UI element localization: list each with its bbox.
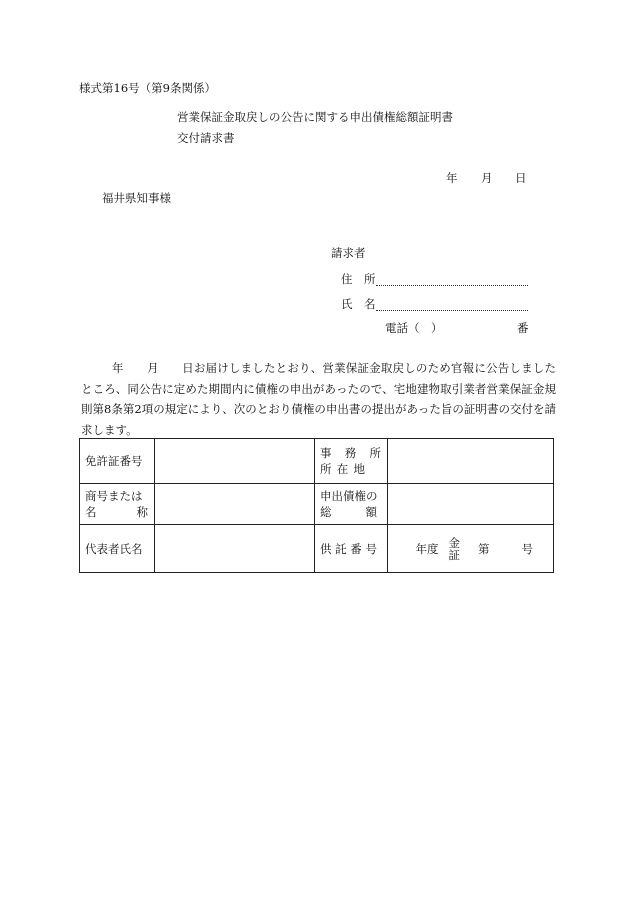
claim-total-label: 申出債権の 総 額: [315, 484, 388, 525]
deposit-number-field[interactable]: [388, 525, 554, 573]
name-field[interactable]: [376, 310, 528, 311]
trade-name-label: 商号または 名 称: [80, 484, 155, 525]
phone-label: 電話（ ）: [385, 321, 443, 335]
form-number: 様式第16号（第9条関係）: [79, 81, 216, 95]
office-location-label: 事 務 所 所 在 地: [315, 439, 388, 484]
deposit-number-label: 供 託 番 号: [315, 525, 388, 573]
representative-name-field[interactable]: [155, 525, 315, 573]
deposit-kin-sho: 金 証: [448, 535, 460, 562]
phone-suffix: 番: [517, 321, 529, 335]
date-month: 月: [481, 171, 493, 185]
document-title: 営業保証金取戻しの公告に関する申出債権総額証明書: [177, 110, 453, 124]
representative-name-label: 代表者氏名: [80, 525, 155, 573]
license-number-label: 免許証番号: [80, 439, 155, 484]
deposit-go: 号: [521, 541, 533, 556]
deposit-dai: 第: [478, 541, 490, 556]
address-label: 住 所: [341, 272, 376, 286]
addressee: 福井県知事様: [102, 191, 171, 205]
office-location-field[interactable]: [388, 439, 554, 484]
certificate-request-table: [79, 438, 554, 573]
address-field[interactable]: [376, 285, 528, 286]
deposit-fiscal-year: 年度: [415, 541, 439, 556]
name-label: 氏 名: [341, 297, 376, 311]
date-day: 日: [515, 171, 527, 185]
document-title-line2: 交付請求書: [177, 131, 235, 145]
date-year: 年: [446, 171, 458, 185]
trade-name-field[interactable]: [155, 484, 315, 525]
license-number-field[interactable]: [155, 439, 315, 484]
claim-total-field[interactable]: [388, 484, 554, 525]
request-body-text: 年 月 日お届けしましたとおり、営業保証金取戻しのため官報に公告しましたところ、同公告に定めた期間内に債権の申出があったので、宅地建物取引業者営業保証金規則第8条第2項の規定により、次のとおり債権の申出書の提出があった旨の証明書の交付を請求します。: [81, 361, 556, 437]
requester-heading: 請求者: [331, 246, 366, 260]
